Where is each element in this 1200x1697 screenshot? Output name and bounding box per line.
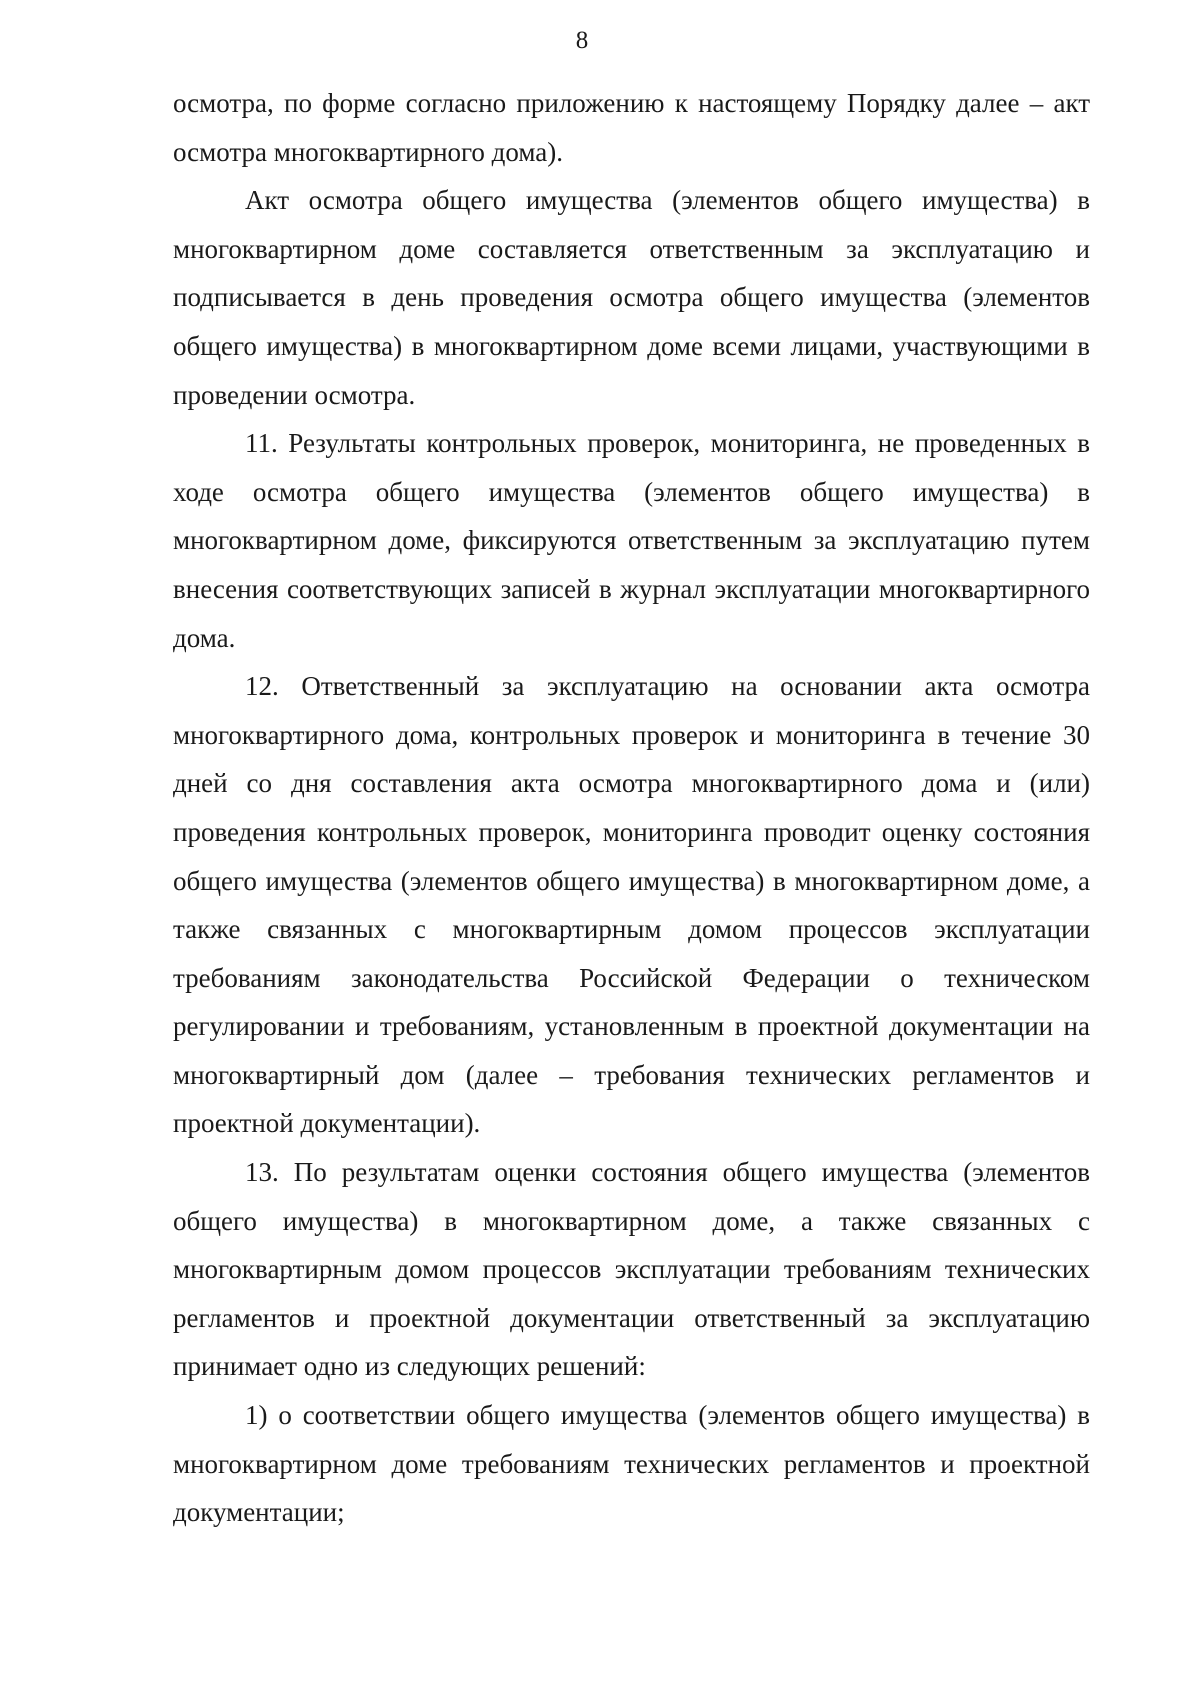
page-number: 8 bbox=[575, 27, 589, 54]
paragraph-item-11: 11. Результаты контрольных проверок, мониторинга, не проведенных в ходе осмотра общего имущества (элементов общего имущества) в многоквартирном доме, фиксируются ответственным за эксплуатацию путем внесения соответствующих записей в журнал эксплуатации многоквартирного дома. bbox=[173, 428, 1090, 653]
paragraph-continuation: осмотра, по форме согласно приложению к настоящему Порядку далее – акт осмотра многоквартирного дома). bbox=[173, 88, 1090, 167]
paragraph-item-12: 12. Ответственный за эксплуатацию на основании акта осмотра многоквартирного дома, контрольных проверок и мониторинга в течение 30 дней со дня составления акта осмотра многоквартирного дома и (или) проведения контрольных проверок, мониторинга проводит оценку состояния общего имущества (элементов общего имущества) в многоквартирном доме, а также связанных с многоквартирным домом процессов эксплуатации требованиям законодательства Российской Федерации о техническом регулировании и требованиям, установленным в проектной документации на многоквартирный дом (далее – требования технических регламентов и проектной документации). bbox=[173, 671, 1090, 1139]
document-body bbox=[173, 79, 1090, 1537]
paragraph-item-13: 13. По результатам оценки состояния общего имущества (элементов общего имущества) в многоквартирном доме, а также связанных с многоквартирным домом процессов эксплуатации требованиям технических регламентов и проектной документации ответственный за эксплуатацию принимает одно из следующих решений: bbox=[173, 1157, 1090, 1382]
paragraph-subitem-1: 1) о соответствии общего имущества (элементов общего имущества) в многоквартирном доме требованиям технических регламентов и проектной документации; bbox=[173, 1400, 1090, 1528]
paragraph-inspection-act: Акт осмотра общего имущества (элементов общего имущества) в многоквартирном доме составляется ответственным за эксплуатацию и подписывается в день проведения осмотра общего имущества (элементов общего имущества) в многоквартирном доме всеми лицами, участвующими в проведении осмотра. bbox=[173, 185, 1090, 410]
